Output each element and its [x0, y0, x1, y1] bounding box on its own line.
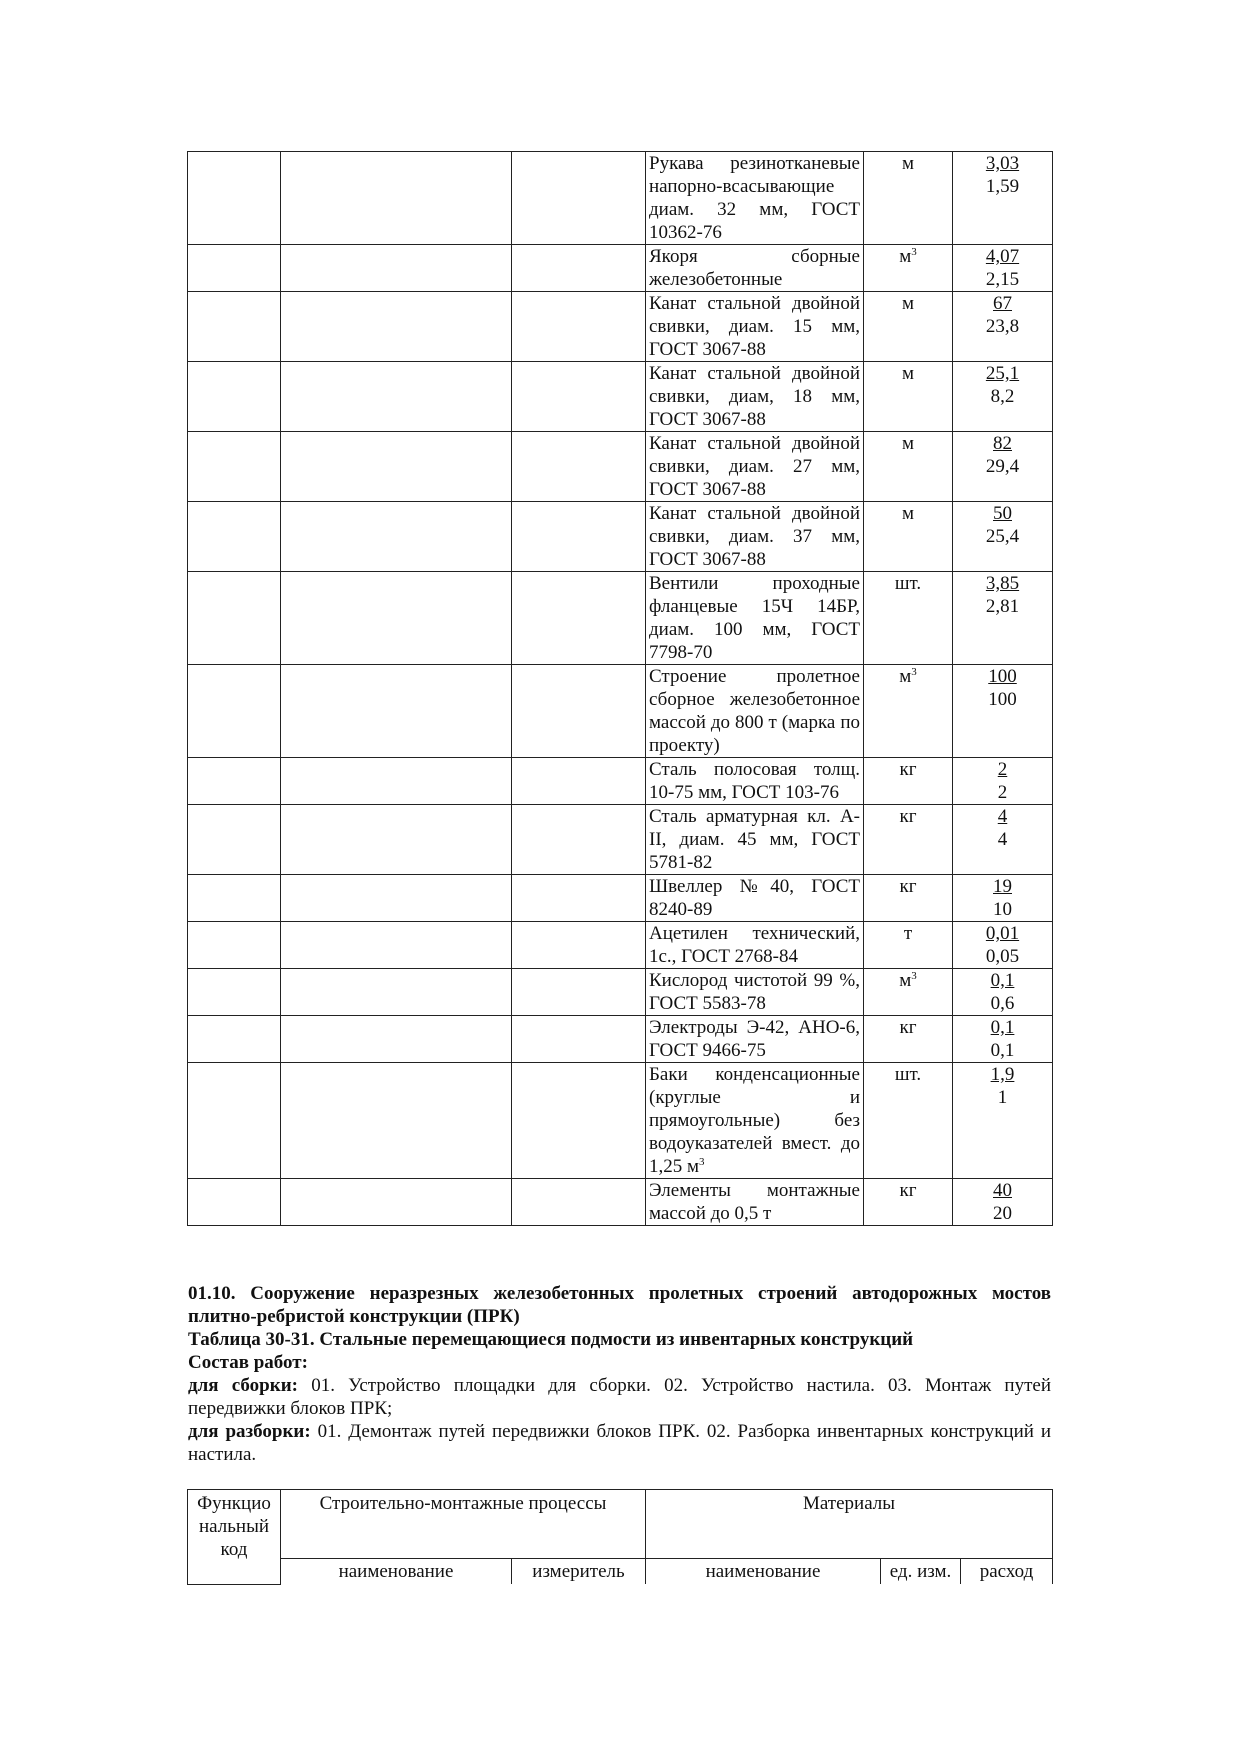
material-unit [864, 1179, 953, 1226]
material-unit [864, 875, 953, 922]
material-unit-text: м [901, 363, 915, 384]
empty-cell [281, 805, 512, 875]
process-name-header: наименование [281, 1559, 512, 1585]
material-name [646, 665, 864, 758]
material-name-header: наименование [646, 1559, 881, 1585]
consumption-value-bottom: 23,8 [985, 316, 1020, 337]
empty-cell [281, 152, 512, 245]
material-unit [864, 362, 953, 432]
consumption-value-bottom: 20 [993, 1203, 1012, 1224]
consumption-value-bottom: 0,1 [990, 1040, 1015, 1061]
assembly-paragraph: для сборки: 01. Устройство площадки для сборки. 02. Устройство настила. 03. Монтаж путей передвижки блоков ПРК; [188, 1375, 1051, 1419]
material-name [646, 362, 864, 432]
material-consumption [953, 292, 1053, 362]
material-consumption [953, 969, 1053, 1016]
table-row [188, 292, 1053, 362]
material-unit-text: м [899, 970, 912, 991]
material-unit [864, 922, 953, 969]
material-name [646, 245, 864, 292]
material-name-text: Канат стальной двойной свивки, диам, 18 мм, ГОСТ 3067-88 [649, 363, 860, 430]
empty-cell [281, 922, 512, 969]
material-name-text: Канат стальной двойной свивки, диам. 27 мм, ГОСТ 3067-88 [649, 433, 860, 500]
material-consumption [953, 1063, 1053, 1179]
material-unit [864, 502, 953, 572]
consumption-value-bottom: 1 [997, 1087, 1008, 1108]
material-name-text: Канат стальной двойной свивки, диам. 37 мм, ГОСТ 3067-88 [649, 503, 860, 570]
empty-cell [512, 292, 646, 362]
material-name-text: Элементы монтажные массой до 0,5 т [649, 1180, 860, 1224]
empty-cell [188, 432, 281, 502]
material-name-text: Рукава резинотканевые напорно-всасывающие диам. 32 мм, ГОСТ 10362-76 [649, 153, 860, 243]
empty-cell [281, 292, 512, 362]
material-name [646, 432, 864, 502]
material-unit-text: кг [899, 876, 917, 897]
material-unit [864, 572, 953, 665]
material-unit [864, 1016, 953, 1063]
empty-cell [281, 572, 512, 665]
consumption-value-bottom: 2 [997, 782, 1008, 803]
empty-cell [188, 805, 281, 875]
consumption-value-bottom: 0,05 [985, 946, 1020, 967]
material-unit-header: ед. изм. [881, 1559, 961, 1585]
consumption-value-bottom: 2,81 [985, 596, 1020, 617]
consumption-value-top: 40 [993, 1180, 1012, 1201]
material-consumption [953, 1179, 1053, 1226]
empty-cell [188, 362, 281, 432]
consumption-value-top: 2 [997, 759, 1008, 780]
consumption-value-bottom: 10 [993, 899, 1012, 920]
table-row [188, 875, 1053, 922]
empty-cell [512, 152, 646, 245]
empty-cell [188, 969, 281, 1016]
material-unit [864, 152, 953, 245]
table-row [188, 922, 1053, 969]
table-row [188, 1063, 1053, 1179]
empty-cell [281, 502, 512, 572]
empty-cell [512, 758, 646, 805]
material-unit-superscript: 3 [911, 666, 917, 678]
consumption-value-bottom: 25,4 [985, 526, 1020, 547]
material-name [646, 152, 864, 245]
material-consumption [953, 152, 1053, 245]
material-unit [864, 758, 953, 805]
empty-cell [512, 805, 646, 875]
consumption-value-bottom: 0,6 [990, 993, 1015, 1014]
material-unit-text: м [901, 293, 915, 314]
empty-cell [188, 758, 281, 805]
consumption-value-top: 4,07 [985, 246, 1020, 267]
consumption-value-top: 50 [993, 503, 1012, 524]
consumption-value-bottom: 2,15 [985, 269, 1020, 290]
consumption-value-top: 4 [997, 806, 1008, 827]
material-unit-text: кг [899, 1180, 917, 1201]
empty-cell [188, 245, 281, 292]
material-unit-text: кг [899, 759, 917, 780]
material-unit [864, 432, 953, 502]
material-name [646, 1179, 864, 1226]
empty-cell [188, 572, 281, 665]
material-unit-superscript: 3 [911, 246, 917, 258]
material-consumption [953, 805, 1053, 875]
table-row [188, 969, 1053, 1016]
material-unit [864, 1063, 953, 1179]
material-unit-superscript: 3 [911, 970, 917, 982]
material-consumption [953, 665, 1053, 758]
material-unit-text: м [899, 666, 912, 687]
table-row [188, 152, 1053, 245]
material-name [646, 922, 864, 969]
material-name [646, 502, 864, 572]
process-meter-header: измеритель [512, 1559, 646, 1585]
empty-cell [512, 922, 646, 969]
material-name [646, 1063, 864, 1179]
consumption-value-top: 0,1 [990, 1017, 1015, 1038]
section-text [188, 1282, 1051, 1466]
material-unit-text: кг [899, 806, 917, 827]
material-name [646, 572, 864, 665]
material-unit [864, 665, 953, 758]
material-name [646, 875, 864, 922]
empty-cell [281, 362, 512, 432]
empty-cell [512, 875, 646, 922]
material-name-text: Швеллер №40, ГОСТ 8240-89 [649, 876, 860, 920]
section-heading: 01.10. Сооружение неразрезных железобетонных пролетных строений автодорожных мостов плитно-ребристой конструкции (ПРК) [188, 1283, 1051, 1327]
empty-cell [188, 502, 281, 572]
material-name-text: Сталь полосовая толщ. 10-75 мм, ГОСТ 103-76 [649, 759, 860, 803]
empty-cell [512, 969, 646, 1016]
empty-cell [188, 292, 281, 362]
empty-cell [512, 362, 646, 432]
empty-cell [281, 1179, 512, 1226]
empty-cell [512, 1179, 646, 1226]
consumption-value-bottom: 8,2 [990, 386, 1015, 407]
empty-cell [512, 245, 646, 292]
empty-cell [512, 572, 646, 665]
consumption-value-top: 67 [993, 293, 1012, 314]
consumption-value-top: 3,85 [985, 573, 1020, 594]
material-unit-text: шт. [894, 573, 922, 594]
material-name [646, 292, 864, 362]
materials-header: Материалы [646, 1490, 1053, 1559]
empty-cell [512, 1063, 646, 1179]
consumption-value-top: 82 [993, 433, 1012, 454]
empty-cell [188, 1016, 281, 1063]
material-unit [864, 969, 953, 1016]
consumption-value-top: 19 [993, 876, 1012, 897]
empty-cell [281, 245, 512, 292]
table-title: Таблица 30-31. Стальные перемещающиеся подмости из инвентарных конструкций [188, 1329, 914, 1350]
consumption-value-top: 0,01 [985, 923, 1020, 944]
empty-cell [281, 1016, 512, 1063]
material-name [646, 969, 864, 1016]
materials-table-body [188, 152, 1053, 1226]
empty-cell [512, 502, 646, 572]
empty-cell [512, 1016, 646, 1063]
material-name [646, 805, 864, 875]
material-unit-text: м [901, 153, 915, 174]
material-unit-text: м [901, 503, 915, 524]
table-row [188, 502, 1053, 572]
material-name-text: Кислород чистотой 99 %, ГОСТ 5583-78 [649, 970, 860, 1014]
empty-cell [188, 152, 281, 245]
processes-header: Строительно-монтажные процессы [281, 1490, 646, 1559]
table-row [188, 245, 1053, 292]
material-name-text: Баки конденсационные (круглые и прямоугольные) без водоуказателей вмест. до 1,25 м [649, 1064, 860, 1177]
material-name-superscript: 3 [699, 1156, 705, 1168]
consumption-value-top: 25,1 [985, 363, 1020, 384]
material-name [646, 758, 864, 805]
material-unit-text: шт. [894, 1064, 922, 1085]
empty-cell [281, 1063, 512, 1179]
material-unit [864, 245, 953, 292]
header-table [187, 1489, 1053, 1585]
material-name-text: Вентили проходные фланцевые 15Ч 14БР, диам. 100 мм, ГОСТ 7798-70 [649, 573, 860, 663]
material-unit-text: т [903, 923, 913, 944]
table-row [188, 665, 1053, 758]
material-rate-header: расход [961, 1559, 1053, 1585]
material-consumption [953, 758, 1053, 805]
empty-cell [188, 922, 281, 969]
table-row [188, 1016, 1053, 1063]
material-unit [864, 805, 953, 875]
consumption-value-bottom: 100 [988, 689, 1017, 710]
material-consumption [953, 1016, 1053, 1063]
consumption-value-top: 1,9 [990, 1064, 1015, 1085]
func-code-header: Функцио нальный код [188, 1490, 281, 1585]
material-consumption [953, 875, 1053, 922]
consumption-value-top: 3,03 [985, 153, 1020, 174]
material-unit-text: м [901, 433, 915, 454]
material-consumption [953, 922, 1053, 969]
material-consumption [953, 362, 1053, 432]
material-name-text: Якоря сборные железобетонные [649, 246, 860, 290]
works-title: Состав работ: [188, 1352, 308, 1373]
empty-cell [281, 969, 512, 1016]
table-row [188, 572, 1053, 665]
consumption-value-top: 100 [988, 666, 1017, 687]
empty-cell [281, 875, 512, 922]
disassembly-paragraph: для разборки: 01. Демонтаж путей передвижки блоков ПРК. 02. Разборка инвентарных конструкций и настила. [188, 1421, 1051, 1465]
empty-cell [188, 1179, 281, 1226]
table-row [188, 432, 1053, 502]
empty-cell [512, 665, 646, 758]
empty-cell [188, 1063, 281, 1179]
material-name-text: Ацетилен технический, 1с., ГОСТ 2768-84 [649, 923, 860, 967]
empty-cell [188, 875, 281, 922]
material-unit [864, 292, 953, 362]
material-consumption [953, 432, 1053, 502]
material-consumption [953, 572, 1053, 665]
material-unit-text: м [899, 246, 912, 267]
material-consumption [953, 245, 1053, 292]
material-name-text: Строение пролетное сборное железобетонное массой до 800 т (марка по проекту) [649, 666, 860, 756]
material-name-text: Сталь арматурная кл. А-II, диам. 45 мм, ГОСТ 5781-82 [649, 806, 860, 873]
empty-cell [281, 665, 512, 758]
consumption-value-top: 0,1 [990, 970, 1015, 991]
empty-cell [281, 432, 512, 502]
consumption-value-bottom: 4 [997, 829, 1008, 850]
material-unit-text: кг [899, 1017, 917, 1038]
material-consumption [953, 502, 1053, 572]
materials-table [187, 151, 1053, 1226]
empty-cell [512, 432, 646, 502]
table-row [188, 805, 1053, 875]
material-name-text: Электроды Э-42, АНО-6, ГОСТ 9466-75 [649, 1017, 860, 1061]
table-row [188, 362, 1053, 432]
consumption-value-bottom: 1,59 [985, 176, 1020, 197]
empty-cell [281, 758, 512, 805]
empty-cell [188, 665, 281, 758]
table-row [188, 758, 1053, 805]
table-row [188, 1179, 1053, 1226]
consumption-value-bottom: 29,4 [985, 456, 1020, 477]
material-name [646, 1016, 864, 1063]
material-name-text: Канат стальной двойной свивки, диам. 15 мм, ГОСТ 3067-88 [649, 293, 860, 360]
